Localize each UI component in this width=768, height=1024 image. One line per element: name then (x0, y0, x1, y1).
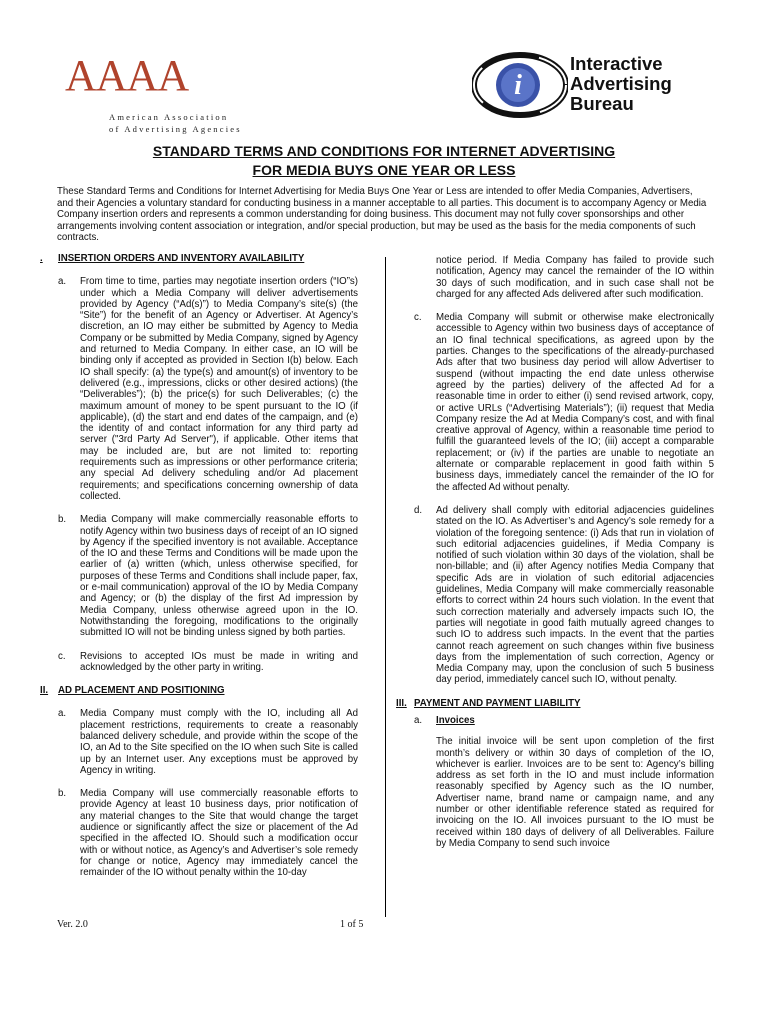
iab-line3: Bureau (570, 93, 634, 114)
iab-logo-text (570, 54, 672, 114)
item-text: The initial invoice will be sent upon completion of the first month’s delivery or within 30 days of completion of the IO, whichever is earlier. Invoices are to be sent to: Agency’s billing address as set forth in the IO and must include information reasonably specified by Agency such as the IO number, Advertiser name, brand name or campaign name, and any number or other identifiable reference stated as required for invoicing on the IO. All invoices pursuant to the IO must be received within 180 days of delivery of all Deliverables. Failure by Media Company to send such invoice (436, 736, 714, 849)
section-3-subheading-a (396, 715, 714, 726)
section-3-heading (396, 698, 714, 709)
document-title-line1: STANDARD TERMS AND CONDITIONS FOR INTERNET ADVERTISING (152, 143, 616, 159)
item-letter: b. (58, 788, 67, 800)
right-column (396, 255, 714, 861)
item-letter: a. (58, 708, 67, 720)
section-1-item-c (40, 651, 358, 674)
item-text: Ad delivery shall comply with editorial adjacencies guidelines stated on the IO. As Advertiser’s and Agency’s sole remedy for a violation of the foregoing sentence: (i) Ads that run in violation of such editorial adjacencies guidelines, if Media Company is notified of such violation within 30 days of the violation, shall be non-billable; and (ii) after Agency notifies Media Company that specific Ads are in violation of such editorial adjacencies guidelines, Media Company will make commercially reasonable efforts to correct within 24 hours such violation. In the event that such correction materially and adversely impacts such IO, the parties will negotiate in good faith mutually agreed changes to such IO to address such impacts. In the event that the parties cannot reach agreement on such changes within five business days from the implementation of such correction, Agency or Media Company may, upon the conclusion of such 5 business day period, immediately cancel such IO, without penalty. (436, 504, 714, 686)
section-3-item-a-text (396, 736, 714, 849)
section-2-heading (40, 685, 358, 696)
item-text: Media Company must comply with the IO, including all Ad placement restrictions, requirements to create a reasonably balanced delivery schedule, and provide within the scope of the IO, an Ad to the Site specified on the IO when such Site is called up by an Internet user. Any exceptions must be approved by Agency in writing. (80, 708, 358, 776)
column-divider (385, 257, 386, 917)
item-text: Media Company will make commercially reasonable efforts to notify Agency within two business days of receipt of an IO signed by Agency if the specified inventory is not available. Acceptance of the IO and these Terms and Conditions will be made upon the earlier of (a) written (which, unless otherwise specified, for purposes of these Terms and Conditions shall include paper, fax, or e-mail communication) approval of the IO by Media Company and Agency; or (b) the display of the first Ad impression by Media Company, unless otherwise agreed upon in the IO. Notwithstanding the foregoing, modifications to the originally submitted IO will not be binding unless signed by both parties. (80, 514, 358, 639)
subheading-title: Invoices (436, 714, 475, 726)
aaaa-logo (57, 48, 247, 140)
item-letter: d. (414, 504, 423, 516)
footer-version: Ver. 2.0 (57, 919, 88, 930)
section-1-title: INSERTION ORDERS AND INVENTORY AVAILABILITY (58, 253, 305, 264)
item-text: Media Company will use commercially reasonable efforts to provide Agency at least 10 business days, prior notification of any material changes to the Site that would change the target audience or significantly affect the size or placement of the Ad specified in the affected IO. Should such a modification occur with or without notice, as Agency’s and Advertiser’s sole remedy for change or notice, Agency may immediately cancel the remainder of the IO without penalty within the 10-day (80, 788, 358, 879)
iab-logo (472, 50, 714, 122)
item-text: From time to time, parties may negotiate insertion orders (“IO”s) under which a Media Company will deliver advertisements provided by Agency (“Ad(s)”) to Media Company’s site(s) (the “Site”) for the benefit of an Agency or Advertiser. At Agency’s discretion, an IO may either be submitted by Agency to Media Company or be submitted by Media Company, signed by Agency and returned to Media Company. In either case, an IO will be binding only if accepted as provided in Section I(b) below. Each IO shall specify: (a) the type(s) and amount(s) of inventory to be delivered (e.g., impressions, clicks or other desired actions) (the “Deliverables”); (b) the price(s) for such Deliverables; (c) the maximum amount of money to be spent pursuant to the IO (if applicable), (d) the start and end dates of the campaign, and (e) the identity of and contact information for any third party ad server ("3rd Party Ad Server"), if applicable. Other items that may be included are, but are not limited to: reporting requirements such as impressions or other performance criteria; any special Ad delivery scheduling and/or Ad placement requirements; and specifications concerning ownership of data collected. (80, 276, 358, 502)
section-1-item-a (40, 276, 358, 502)
iab-line2: Advertising (570, 73, 672, 94)
iab-letter: i (514, 70, 522, 101)
aaaa-logo-mark: AAAA (65, 51, 189, 100)
item-letter: a. (414, 714, 423, 726)
section-2-item-d (396, 505, 714, 686)
section-2-item-b (40, 788, 358, 878)
intro-paragraph: These Standard Terms and Conditions for Internet Advertising for Media Buys One Year or Less are intended to offer Media Companies, Advertisers, and their Agencies a voluntary standard for conducting business in a manner acceptable to all parties. This document is to accompany Agency or Media Company insertion orders and represents a common understanding for doing business. This document may not fully cover sponsorships and other arrangements involving content association or integration, and/or special production, but may be used as the basis for the media components of such contracts. (57, 186, 707, 244)
aaaa-logo-line2: of Advertising Agencies (109, 124, 242, 134)
item-letter: c. (414, 312, 422, 324)
section-2-item-a (40, 708, 358, 776)
section-2-number: II. (40, 685, 49, 697)
section-2-item-c (396, 312, 714, 493)
section-2-item-b-continued (396, 255, 714, 300)
item-letter: a. (58, 276, 67, 288)
footer-page-number: 1 of 5 (340, 919, 364, 930)
left-column (40, 253, 358, 891)
section-1-heading (40, 253, 358, 264)
item-letter: b. (58, 514, 67, 526)
section-3-title: PAYMENT AND PAYMENT LIABILITY (414, 697, 581, 709)
iab-line1: Interactive (570, 53, 663, 74)
item-text: Media Company will submit or otherwise make electronically accessible to Agency within two business days of acceptance of an IO final technical specifications, as agreed upon by the parties. Changes to the specifications of the already-purchased Ads after that two business day period will allow Advertiser to suspend (without impacting the end date unless otherwise agreed by the parties) delivery of the affected Ad for a reasonable time in order to either (i) send revised artwork, copy, or active URLs (“Advertising Materials”); (ii) request that Media Company resize the Ad at Media Company’s cost, and with final creative approval of Agency, within a reasonable time period to fulfill the guaranteed levels of the IO; (iii) accept a comparable replacement; or (iv) if the parties are unable to negotiate an alternate or comparable replacement in good faith within 5 business days, immediately cancel the remainder of the IO for the affected Ad without penalty. (436, 312, 714, 493)
document-title-line2: FOR MEDIA BUYS ONE YEAR OR LESS (252, 162, 516, 178)
section-3-number: III. (396, 697, 407, 709)
iab-logo-emblem-icon (472, 50, 568, 120)
section-1-item-b (40, 514, 358, 638)
section-2-title: AD PLACEMENT AND POSITIONING (58, 685, 225, 697)
item-text: Revisions to accepted IOs must be made in writing and acknowledged by the other party in writing. (80, 650, 358, 673)
item-text: notice period. If Media Company has failed to provide such notification, Agency may cancel the remainder of the IO within 30 days of such modification, and in such case shall not be charged for any affected Ads delivered after such modification. (436, 255, 714, 300)
aaaa-logo-line1: American Association (109, 112, 229, 122)
section-1-number: . (40, 253, 43, 264)
item-letter: c. (58, 650, 66, 662)
